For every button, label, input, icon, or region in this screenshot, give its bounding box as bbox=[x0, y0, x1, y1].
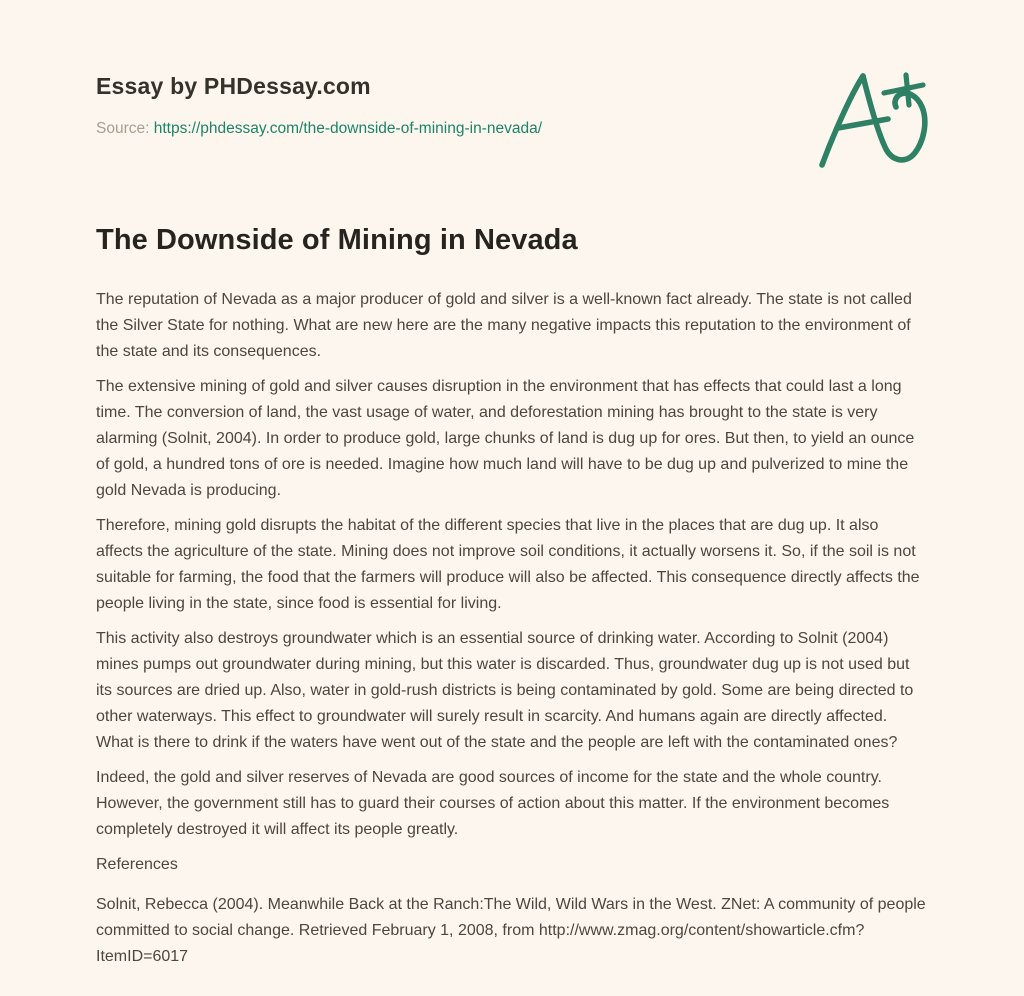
brand-title: Essay by PHDessay.com bbox=[96, 73, 371, 99]
page-header bbox=[96, 72, 928, 139]
reference-entry: Solnit, Rebecca (2004). Meanwhile Back at the Ranch:The Wild, Wild Wars in the West. ZNet: A community of people committed to social change. Retrieved February 1, 2008, from http://www.zmag.org/content/showarticle.cfm?ItemID=6017 bbox=[96, 896, 926, 965]
article-paragraph: The extensive mining of gold and silver causes disruption in the environment that has effects that could last a long time. The conversion of land, the vast usage of water, and deforestation mining has brought to the state is very alarming (Solnit, 2004). In order to produce gold, large chunks of land is dug up for ores. But then, to yield an ounce of gold, a hundred tons of ore is needed. Imagine how much land will have to be dug up and pulverized to mine the gold Nevada is producing. bbox=[96, 378, 915, 499]
a-plus-logo-icon bbox=[806, 62, 946, 182]
article-paragraph: Indeed, the gold and silver reserves of Nevada are good sources of income for the state and the whole country. However, the government still has to guard their courses of action about this matter. If the environment becomes completely destroyed it will affect its people greatly. bbox=[96, 769, 890, 838]
article bbox=[96, 223, 928, 970]
article-paragraph: Therefore, mining gold disrupts the habitat of the different species that live in the places that are dug up. It also affects the agriculture of the state. Mining does not improve soil conditions, it actually worsens it. So, if the soil is not suitable for farming, the food that the farmers will produce will also be affected. This consequence directly affects the people living in the state, since food is essential for living. bbox=[96, 517, 920, 612]
article-title: The Downside of Mining in Nevada bbox=[96, 224, 578, 256]
source-url-link[interactable]: https://phdessay.com/the-downside-of-mining-in-nevada/ bbox=[153, 120, 543, 137]
source-label: Source: bbox=[96, 120, 150, 137]
references-heading: References bbox=[96, 856, 178, 873]
source-line bbox=[96, 119, 928, 139]
article-paragraph: The reputation of Nevada as a major producer of gold and silver is a well-known fact already. The state is not called the Silver State for nothing. What are new here are the many negative impacts this reputation to the environment of the state and its consequences. bbox=[96, 291, 912, 360]
article-body bbox=[96, 287, 928, 970]
article-paragraph: This activity also destroys groundwater which is an essential source of drinking water. According to Solnit (2004) mines pumps out groundwater during mining, but this water is discarded. Thus, groundwater dug up is not used but its sources are dried up. Also, water in gold-rush districts is being contaminated by gold. Some are being directed to other waterways. This effect to groundwater will surely result in scarcity. And humans again are directly affected. What is there to drink if the waters have went out of the state and the people are left with the contaminated ones? bbox=[96, 630, 914, 751]
